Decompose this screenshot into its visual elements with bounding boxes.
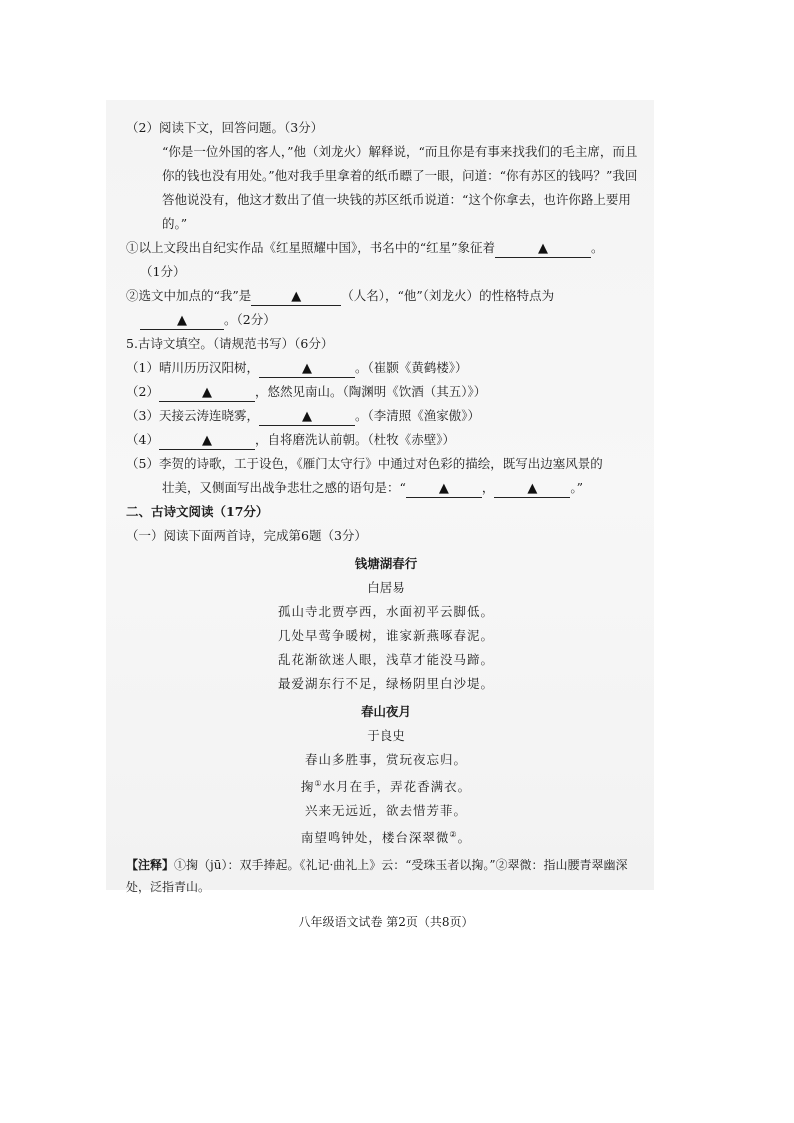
poem2-line2-a: 掬 — [300, 779, 315, 795]
triangle-marker: ▲ — [201, 385, 212, 400]
q5-item-5-line2 — [126, 476, 646, 500]
annotation-note — [126, 854, 646, 898]
page-footer: 八年级语文试卷 第2页（共8页） — [298, 915, 474, 930]
answer-blank[interactable] — [159, 383, 255, 402]
poem2-title: 春山夜月 — [360, 704, 411, 719]
note-label: 【注释】 — [126, 858, 175, 873]
answer-blank[interactable] — [159, 431, 255, 450]
q5-item-num: （2） — [126, 384, 159, 399]
triangle-marker: ▲ — [291, 289, 302, 304]
q5-item-1 — [126, 356, 646, 380]
q5-item-after: 。（李清照《渔家傲》） — [354, 408, 480, 423]
triangle-marker: ▲ — [301, 409, 312, 424]
q4-2-sub1-text: ①以上文段出自纪实作品《红星照耀中国》，书名中的“红星”象征着 — [126, 240, 496, 255]
q5-item-2 — [126, 380, 646, 404]
poem2-line — [126, 772, 646, 799]
answer-blank[interactable] — [251, 287, 341, 306]
q5-item-num: （1） — [126, 360, 159, 375]
q5-item-5-line1: （5）李贺的诗歌，工于设色，《雁门太守行》中通过对色彩的描绘，既写出边塞风景的 — [126, 456, 603, 471]
poem2-line — [126, 823, 646, 850]
poem1-line: 乱花渐欲迷人眼，浅草才能没马蹄。 — [277, 652, 494, 667]
q5-item5-text-c: 。” — [570, 480, 584, 495]
answer-blank[interactable] — [495, 239, 591, 258]
poem2-line: 春山多胜事，赏玩夜忘归。 — [304, 752, 467, 767]
poem1-title: 钱塘湖春行 — [354, 556, 418, 571]
section2-heading: 二、古诗文阅读（17分） — [126, 504, 269, 519]
poem2-line4-a: 南望鸣钟处，楼台深翠微 — [300, 830, 450, 846]
q5-item-num: （4） — [126, 432, 159, 447]
q4-2-sub2-score: 。（2分） — [224, 312, 276, 327]
triangle-marker: ▲ — [201, 433, 212, 448]
note-text: ①掬（jū）：双手捧起。《礼记·曲礼上》云：“受珠玉者以掬。”②翠微：指山腰青翠幽深处，泛指青山。 — [126, 858, 628, 895]
q5-heading: 5.古诗文填空。（请规范书写）（6分） — [126, 336, 334, 351]
triangle-marker: ▲ — [538, 241, 549, 256]
q4-2-sub2-text-a: ②选文中加点的“我”是 — [126, 288, 252, 303]
exam-content — [126, 116, 646, 934]
q5-item-before: 天接云涛连晓雾， — [158, 408, 259, 423]
q5-item-after: ，自将磨洗认前朝。（杜牧《赤壁》） — [254, 432, 455, 447]
q4-2-sub2-text-b: （人名），“他”（刘龙火）的性格特点为 — [341, 288, 555, 303]
q4-2-sub2-cont — [126, 308, 646, 332]
q5-item-before: 晴川历历汉阳树， — [158, 360, 259, 375]
q4-2-passage: “你是一位外国的客人，”他（刘龙火）解释说，“而且你是有事来找我们的毛主席，而且你的钱也没有用处。”他对我手里拿着的纸币瞟了一眼，问道：“你有苏区的钱吗？”我回答他说没有，他这才数出了值一块钱的苏区纸币说道：“这个你拿去，也许你路上要用的。” — [162, 144, 638, 231]
poem2-line4-b: 。 — [457, 830, 472, 846]
q5-item-after: 。（崔颢《黄鹤楼》） — [354, 360, 468, 375]
answer-blank[interactable] — [140, 311, 224, 330]
q4-2-heading: （2）阅读下文，回答问题。（3分） — [126, 120, 324, 135]
q4-2-sub1-end: 。 — [591, 240, 604, 255]
triangle-marker: ▲ — [177, 313, 187, 328]
triangle-marker: ▲ — [438, 481, 449, 496]
q5-item5-text-b: ， — [481, 480, 495, 495]
answer-blank[interactable] — [494, 479, 570, 498]
q5-item-after: ，悠然见南山。（陶渊明《饮酒（其五）》） — [254, 384, 487, 399]
poem1-line: 最爱湖东行不足，绿杨阴里白沙堤。 — [277, 676, 494, 691]
poem1-line: 孤山寺北贾亭西，水面初平云脚低。 — [277, 604, 494, 619]
answer-blank[interactable] — [259, 359, 355, 378]
answer-blank[interactable] — [259, 407, 355, 426]
q4-2-sub2 — [126, 284, 646, 308]
answer-blank[interactable] — [406, 479, 482, 498]
triangle-marker: ▲ — [301, 361, 312, 376]
q4-2-sub1-score: （1分） — [140, 264, 186, 279]
footnote-marker: ① — [314, 779, 323, 788]
poem2-line: 兴来无远近，欲去惜芳菲。 — [304, 803, 467, 819]
section2-sub-heading: （一）阅读下面两首诗，完成第6题（3分） — [126, 528, 367, 543]
poem2-author: 于良史 — [367, 728, 405, 743]
poem1-author: 白居易 — [367, 580, 405, 595]
q4-2-sub1 — [126, 236, 646, 260]
triangle-marker: ▲ — [527, 481, 538, 496]
q5-item-3 — [126, 404, 646, 428]
footnote-marker: ② — [449, 830, 458, 840]
q5-item5-text-a: 壮美，又侧面写出战争悲壮之感的语句是：“ — [162, 480, 406, 495]
poem2-line2-b: 水月在手，弄花香满衣。 — [322, 779, 472, 795]
q5-item-4 — [126, 428, 646, 452]
poem1-line: 几处早莺争暖树，谁家新燕啄春泥。 — [277, 628, 494, 643]
q5-item-num: （3） — [126, 408, 159, 423]
